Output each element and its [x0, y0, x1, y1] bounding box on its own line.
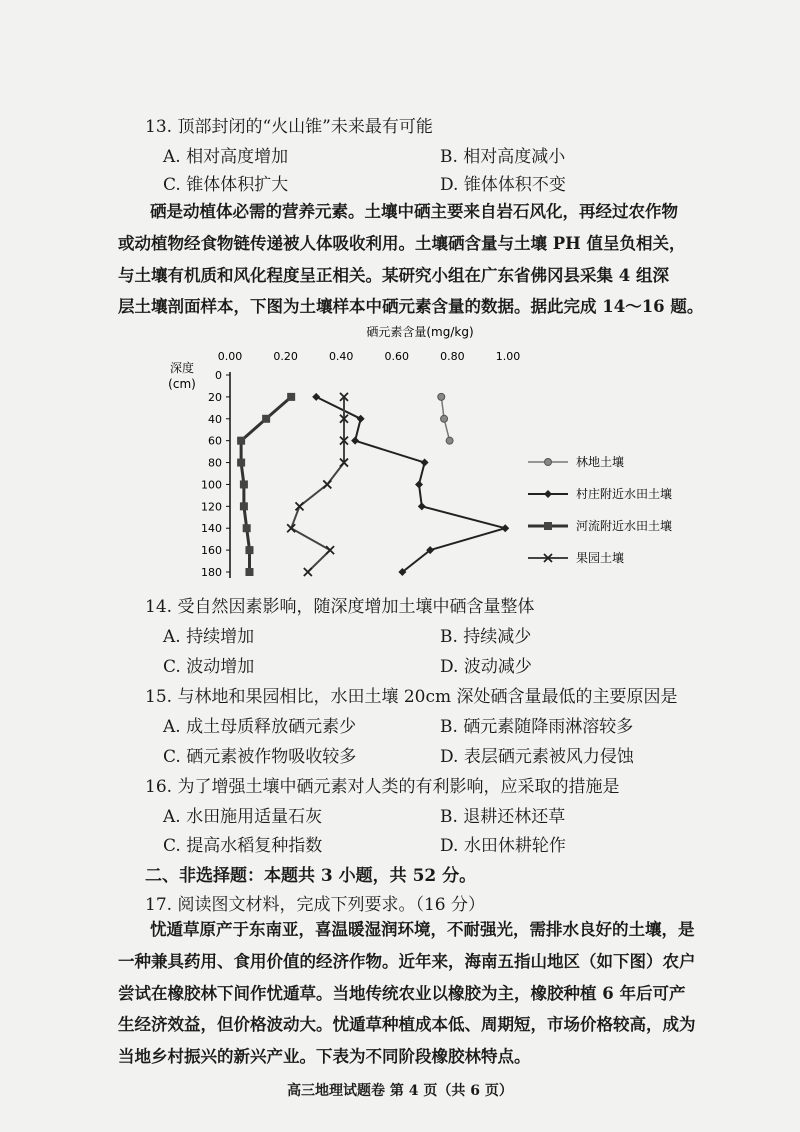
data-point	[438, 393, 445, 400]
legend-label: 河流附近水田土壤	[576, 519, 673, 533]
q14-stem: 14. 受自然因素影响，随深度增加土壤中硒含量整体	[145, 597, 535, 617]
selenium-intro-paragraph-cont	[118, 228, 746, 323]
data-point	[501, 524, 509, 532]
data-point	[326, 546, 334, 554]
q13-option-c: C. 锥体体积扩大	[163, 175, 289, 195]
y-tick-label: 20	[208, 390, 222, 404]
q15-stem: 15. 与林地和果园相比，水田土壤 20cm 深处硒含量最低的主要原因是	[145, 687, 678, 707]
page-footer: 高三地理试题卷 第 4 页（共 6 页）	[287, 1083, 513, 1099]
chart-title: 硒元素含量(mg/kg)	[366, 325, 474, 339]
q13-option-b: B. 相对高度减小	[440, 147, 566, 167]
data-point	[446, 437, 453, 444]
chart-ylabel-line1: 深度	[169, 361, 195, 375]
data-point	[357, 415, 365, 423]
data-point	[237, 459, 245, 467]
x-tick-label: 0.00	[217, 350, 243, 363]
selenium-depth-chart	[150, 320, 710, 590]
data-point	[312, 393, 320, 401]
x-tick-label: 0.20	[273, 350, 298, 363]
data-point	[351, 437, 359, 445]
q16-stem: 16. 为了增强土壤中硒元素对人类的有利影响，应采取的措施是	[145, 777, 620, 797]
data-point	[323, 480, 331, 488]
y-tick-label: 60	[208, 434, 222, 448]
data-point	[240, 502, 248, 510]
intro-line: 或动植物经食物链传递被人体吸收利用。土壤硒含量与土壤 PH 值呈负相关，	[118, 234, 686, 253]
q15-option-a: A. 成土母质释放硒元素少	[163, 717, 357, 737]
data-point	[287, 393, 295, 401]
q16-option-b: B. 退耕还林还草	[440, 807, 566, 827]
q15-option-b: B. 硒元素随降雨淋溶较多	[440, 717, 634, 737]
y-tick-label: 40	[208, 412, 222, 426]
q15-option-c: C. 硒元素被作物吸收较多	[163, 747, 357, 767]
q17-material-cont	[118, 946, 746, 1072]
y-tick-label: 140	[201, 522, 222, 536]
q13-option-a: A. 相对高度增加	[163, 147, 289, 167]
q14-option-b: B. 持续减少	[440, 627, 532, 647]
x-tick-label: 0.40	[328, 350, 354, 363]
data-point	[441, 415, 448, 422]
data-point	[245, 568, 253, 576]
q14-option-d: D. 波动减少	[440, 657, 532, 677]
legend-marker	[544, 490, 552, 498]
q15-option-d: D. 表层硒元素被风力侵蚀	[440, 747, 634, 767]
q14-option-a: A. 持续增加	[163, 627, 255, 647]
intro-line: 硒是动植体必需的营养元素。土壤中硒主要来自岩石风化，再经过农作物	[150, 202, 678, 221]
y-tick-label: 120	[201, 500, 222, 514]
y-tick-label: 180	[201, 566, 222, 579]
chart-ylabel-line2: (cm)	[168, 377, 196, 391]
q14-option-c: C. 波动增加	[163, 657, 255, 677]
y-tick-label: 160	[201, 544, 222, 558]
q17-line: 忧遁草原产于东南亚，喜温暖湿润环境，不耐强光，需排水良好的土壤，是	[150, 920, 695, 939]
data-point	[421, 459, 429, 467]
data-point	[296, 502, 304, 510]
data-point	[240, 480, 248, 488]
selenium-intro-paragraph	[150, 196, 746, 228]
data-point	[415, 480, 423, 488]
data-point	[243, 524, 251, 532]
x-tick-label: 0.80	[440, 350, 465, 363]
series-line	[241, 397, 291, 572]
q17-line: 一种兼具药用、食用价值的经济作物。近年来，海南五指山地区（如下图）农户	[118, 952, 696, 971]
q17-line: 尝试在橡胶林下间作忧遁草。当地传统农业以橡胶为主，橡胶种植 6 年后可产	[118, 983, 686, 1003]
y-tick-label: 80	[208, 456, 222, 470]
legend-label: 果园土壤	[576, 551, 625, 565]
legend-marker	[545, 459, 552, 466]
legend-marker	[544, 522, 552, 530]
q13-stem: 13. 顶部封闭的“火山锥”未来最有可能	[145, 117, 433, 137]
q17-material	[150, 914, 746, 946]
data-point	[287, 524, 295, 532]
y-tick-label: 100	[201, 478, 222, 492]
q16-option-a: A. 水田施用适量石灰	[163, 807, 323, 827]
data-point	[262, 415, 270, 423]
q17-stem: 17. 阅读图文材料，完成下列要求。（16 分）	[145, 895, 485, 915]
y-tick-label: 0	[215, 369, 222, 382]
q16-option-c: C. 提高水稻复种指数	[163, 836, 323, 856]
legend-label: 村庄附近水田土壤	[576, 487, 673, 501]
data-point	[245, 546, 253, 554]
legend-label: 林地土壤	[576, 455, 625, 469]
q16-option-d: D. 水田休耕轮作	[440, 836, 566, 856]
intro-line: 层土壤剖面样本，下图为土壤样本中硒元素含量的数据。据此完成 14～16 题。	[118, 297, 704, 316]
section-heading: 二、非选择题：本题共 3 小题，共 52 分。	[145, 866, 477, 886]
data-point	[304, 568, 312, 576]
data-point	[418, 502, 426, 510]
series-line	[291, 397, 344, 572]
q17-line: 生经济效益，但价格波动大。忧遁草种植成本低、周期短，市场价格较高，成为	[118, 1015, 696, 1034]
x-tick-label: 0.60	[384, 350, 410, 363]
intro-line: 与土壤有机质和风化程度呈正相关。某研究小组在广东省佛冈县采集 4 组深	[118, 265, 669, 285]
x-tick-label: 1.00	[495, 350, 521, 363]
data-point	[237, 437, 245, 445]
q13-option-d: D. 锥体体积不变	[440, 175, 566, 195]
q17-line: 当地乡村振兴的新兴产业。下表为不同阶段橡胶林特点。	[118, 1046, 531, 1066]
